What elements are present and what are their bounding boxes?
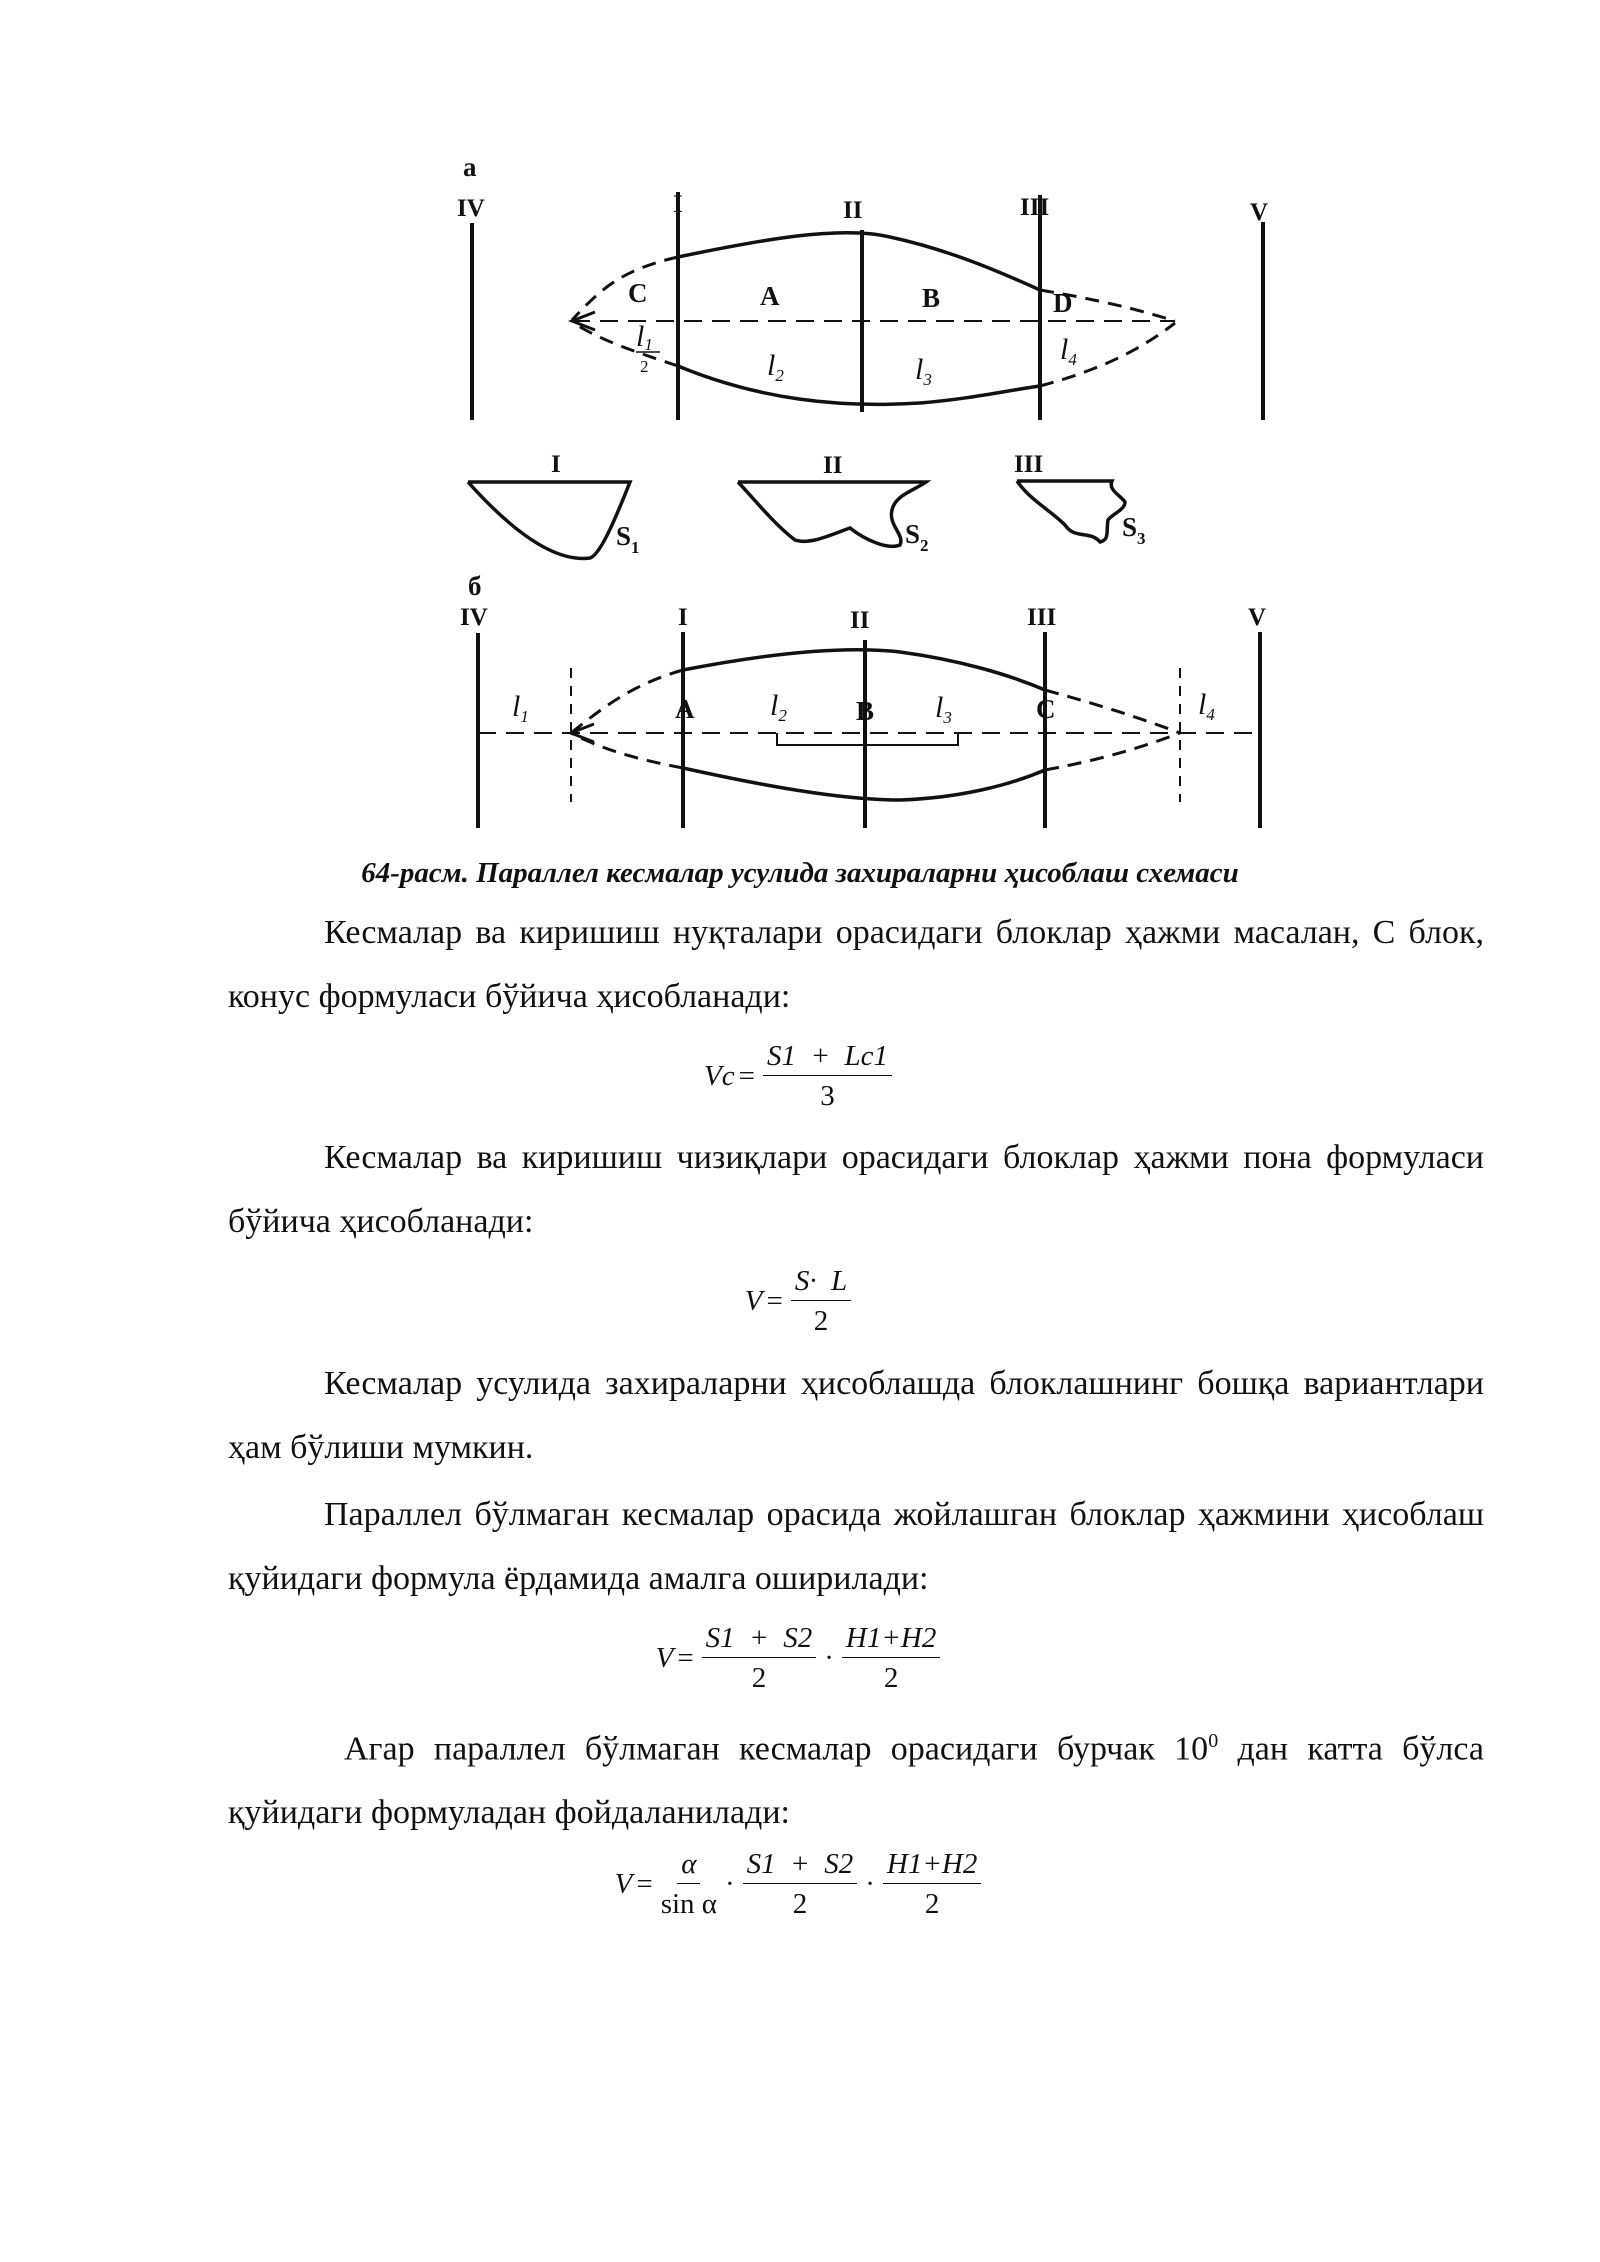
length-label-l3-b: $l_3$ bbox=[935, 691, 952, 727]
formula-lhs: V bbox=[614, 1868, 633, 1900]
formula-lhs: V bbox=[655, 1642, 674, 1674]
length-label-l4-a: $l_4$ bbox=[1060, 333, 1077, 369]
block-label-C-a: C bbox=[628, 278, 648, 308]
formula-denominator: 2 bbox=[792, 1888, 808, 1920]
block-label-A-b: A bbox=[675, 694, 695, 724]
formula-fraction-heights bbox=[842, 1622, 940, 1695]
figure-caption: 64-расм. Параллел кесмалар усулида захираларни ҳисоблаш схемаси bbox=[361, 857, 1239, 889]
panel-b-tag: б bbox=[468, 571, 482, 601]
section-label-III-b: III bbox=[1027, 604, 1057, 631]
formula-nonparallel bbox=[0, 1622, 1600, 1695]
section-label-IV-a: IV bbox=[457, 195, 485, 222]
formula-dot: · bbox=[724, 1868, 735, 1900]
length-label-l1-b: $l_1$ bbox=[512, 690, 529, 726]
formula-numerator: H1+H2 bbox=[883, 1848, 981, 1884]
formula-fraction-areas bbox=[702, 1622, 817, 1695]
profile-label-II: II bbox=[823, 452, 843, 479]
profile-label-III: III bbox=[1014, 451, 1044, 478]
formula-denominator: 2 bbox=[883, 1662, 899, 1694]
paragraph-angle-condition bbox=[228, 1709, 1484, 1845]
panel-a-tag: а bbox=[463, 152, 477, 182]
block-label-A-a: A bbox=[760, 281, 780, 311]
formula-fraction bbox=[763, 1040, 892, 1113]
formula-angle bbox=[0, 1848, 1600, 1921]
area-label-s3: $S_3$ bbox=[1122, 512, 1146, 548]
formula-equals: = bbox=[677, 1642, 694, 1674]
formula-numerator: S· L bbox=[791, 1265, 851, 1301]
formula-fraction-areas bbox=[743, 1848, 858, 1921]
pinch-out-contours-b bbox=[571, 670, 1180, 770]
profile-label-I: I bbox=[551, 451, 561, 478]
section-label-II-b: II bbox=[850, 607, 870, 634]
length-label-l4-b: $l_4$ bbox=[1198, 688, 1215, 724]
formula-numerator: H1+H2 bbox=[842, 1622, 940, 1658]
paragraph-cone-formula-intro: Кесмалар ва киришиш нуқталари орасидаги блоклар ҳажми масалан, С блок, конус формуласи бўйича ҳисобланади: bbox=[228, 914, 1484, 1015]
length-label-l2-a: $l_2$ bbox=[767, 349, 784, 385]
formula-equals: = bbox=[766, 1285, 783, 1317]
section-label-V-a: V bbox=[1250, 199, 1269, 226]
formula-numerator: S1 + S2 bbox=[743, 1848, 858, 1884]
block-label-C-b: C bbox=[1036, 694, 1056, 724]
span-bracket bbox=[777, 733, 958, 745]
formula-denominator: 2 bbox=[813, 1305, 829, 1337]
formula-denominator: 3 bbox=[820, 1080, 835, 1112]
block-label-B-a: B bbox=[922, 283, 941, 313]
formula-numerator: S1 + Lc1 bbox=[763, 1040, 892, 1076]
angle-text-before: Агар параллел бўлмаган кесмалар орасидаги бурчак 10 bbox=[344, 1730, 1209, 1768]
length-label-l1-a: l1 bbox=[636, 320, 653, 354]
profile-shape-s1 bbox=[468, 482, 630, 558]
paragraph-other-variants: Кесмалар усулида захираларни ҳисоблашда блоклашнинг бошқа вариантлари ҳам бўлиши мумкин. bbox=[228, 1365, 1484, 1466]
paragraph-wedge-formula-intro: Кесмалар ва киришиш чизиқлари орасидаги блоклар ҳажми пона формуласи бўйича ҳисобланади: bbox=[228, 1139, 1484, 1240]
section-label-II-a: II bbox=[843, 197, 863, 224]
block-label-B-b: B bbox=[856, 696, 875, 726]
formula-wedge bbox=[0, 1265, 1600, 1338]
formula-lhs: Vc bbox=[703, 1060, 735, 1092]
ore-body-bottom-a bbox=[678, 366, 1040, 404]
degree-superscript: 0 bbox=[1208, 1730, 1219, 1752]
formula-fraction-angle bbox=[661, 1848, 717, 1921]
formula-equals: = bbox=[636, 1868, 653, 1900]
formula-denominator: 2 bbox=[924, 1888, 940, 1920]
profile-shape-s2 bbox=[738, 482, 926, 546]
ore-body-top-a bbox=[678, 233, 1040, 290]
profile-shape-s3 bbox=[1017, 481, 1125, 542]
angle-text-after: дан катта бўлса қуйидаги формуладан фойдаланилади: bbox=[228, 1730, 1484, 1832]
section-label-IV-b: IV bbox=[460, 604, 488, 631]
formula-dot: · bbox=[865, 1868, 875, 1900]
formula-lhs: V bbox=[744, 1285, 763, 1317]
section-label-I-a: I bbox=[673, 191, 683, 218]
pinch-out-contours-a bbox=[572, 257, 1175, 386]
formula-fraction-heights bbox=[883, 1848, 981, 1921]
formula-denominator: 2 bbox=[751, 1662, 767, 1694]
formula-dot: · bbox=[824, 1642, 834, 1674]
formula-numerator: α bbox=[677, 1848, 700, 1884]
formula-equals: = bbox=[738, 1060, 755, 1092]
length-label-l3-a: $l_3$ bbox=[915, 353, 932, 389]
section-label-III-a: III bbox=[1020, 194, 1050, 221]
half-denominator: 2 bbox=[640, 357, 649, 376]
formula-cone bbox=[0, 1040, 1600, 1113]
paragraph-nonparallel-intro: Параллел бўлмаган кесмалар орасида жойлашган блоклар ҳажмини ҳисоблаш қуйидаги формула ёрдамида амалга оширилади: bbox=[228, 1496, 1484, 1597]
pinch-out-verticals-b bbox=[571, 668, 1180, 802]
area-label-s2: $S_2$ bbox=[905, 519, 929, 555]
formula-fraction bbox=[791, 1265, 851, 1338]
section-label-V-b: V bbox=[1248, 604, 1267, 631]
section-label-I-b: I bbox=[678, 604, 688, 631]
block-label-D-a: D bbox=[1053, 288, 1073, 318]
section-lines-a bbox=[472, 192, 1263, 420]
formula-denominator: sin α bbox=[660, 1888, 717, 1920]
length-label-l2-b: $l_2$ bbox=[770, 689, 787, 725]
area-label-s1: $S_1$ bbox=[616, 521, 640, 557]
reserve-calculation-diagram bbox=[0, 0, 1600, 860]
formula-numerator: S1 + S2 bbox=[702, 1622, 817, 1658]
